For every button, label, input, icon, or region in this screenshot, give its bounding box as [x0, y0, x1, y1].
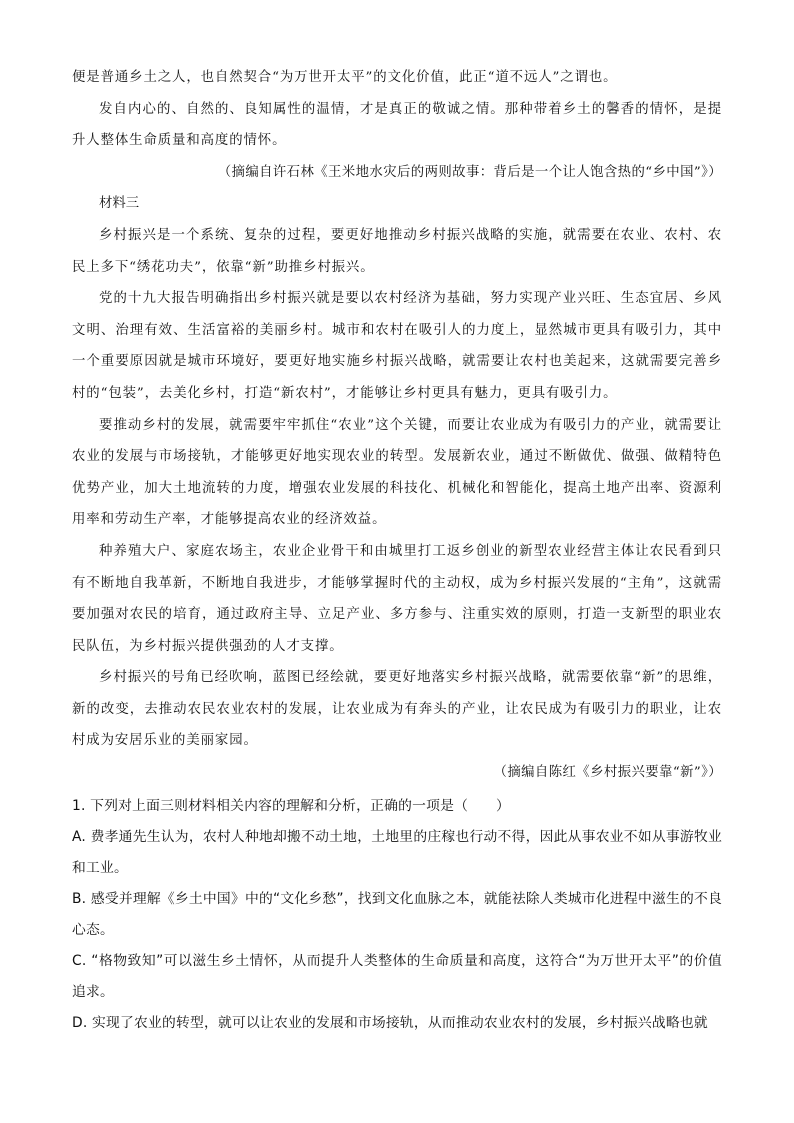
material3-paragraph-5: 乡村振兴的号角已经吹响，蓝图已经绘就，要更好地落实乡村振兴战略，就需要依靠“新”的思维，新的改变，去推动农民农业农村的发展，让农业成为有奔头的产业，让农民成为有吸引力的职业，让农村成为安居乐业的美丽家园。	[72, 670, 722, 749]
question-1-stem: 1. 下列对上面三则材料相关内容的理解和分析，正确的一项是（ ）	[72, 797, 511, 814]
question-1-option-d: D. 实现了农业的转型，就可以让农业的发展和市场接轨，从而推动农业农村的发展，乡村振兴战略也就	[72, 1014, 708, 1031]
material3-source-citation: （摘编自陈红《乡村振兴要靠“新”》）	[493, 765, 722, 781]
question-1-option-a: A. 费孝通先生认为，农村人种地却搬不动土地，土地里的庄稼也行动不得，因此从事农业不如从事游牧业和工业。	[72, 828, 722, 876]
question-1-option-b: B. 感受并理解《乡土中国》中的“文化乡愁”，找到文化血脉之本，就能祛除人类城市化进程中滋生的不良心态。	[72, 890, 722, 938]
material2-source-citation: （摘编自许石林《王米地水灾后的两则故事：背后是一个让人饱含热的“乡中国”》）	[217, 164, 722, 180]
question-1-option-c: C. “格物致知”可以滋生乡土情怀，从而提升人类整体的生命质量和高度，这符合“为万世开太平”的价值追求。	[72, 952, 722, 1000]
material3-paragraph-2: 党的十九大报告明确指出乡村振兴就是要以农村经济为基础，努力实现产业兴旺、生态宜居、乡风文明、治理有效、生活富裕的美丽乡村。城市和农村在吸引人的力度上，显然城市更具有吸引力，其中一个重要原因就是城市环境好，要更好地实施乡村振兴战略，就需要让农村也美起来，这就需要完善乡村的“包装”，去美化乡村，打造“新农村”，才能够让乡村更具有魅力，更具有吸引力。	[72, 291, 722, 401]
material3-paragraph-4: 种养殖大户、家庭农场主，农业企业骨干和由城里打工返乡创业的新型农业经营主体让农民看到只有不断地自我革新，不断地自我进步，才能够掌握时代的主动权，成为乡村振兴发展的“主角”，这就需要加强对农民的培育，通过政府主导、立足产业、多方参与、注重实效的原则，打造一支新型的职业农民队伍，为乡村振兴提供强劲的人才支撑。	[72, 543, 722, 654]
material3-paragraph-1: 乡村振兴是一个系统、复杂的过程，要更好地推动乡村振兴战略的实施，就需要在农业、农村、农民上多下“绣花功夫”，依靠“新”助推乡村振兴。	[72, 227, 722, 275]
material3-heading: 材料三	[99, 196, 140, 212]
material2-tail-paragraph-2: 发自内心的、自然的、良知属性的温情，才是真正的敬诚之情。那种带着乡土的馨香的情怀，是提升人整体生命质量和高度的情怀。	[72, 101, 722, 149]
material2-tail-paragraph-1: 便是普通乡土之人，也自然契合“为万世开太平”的文化价值，此正“道不远人”之谓也。	[72, 70, 618, 85]
material3-paragraph-3: 要推动乡村的发展，就需要牢牢抓住“农业”这个关键，而要让农业成为有吸引力的产业，就需要让农业的发展与市场接轨，才能够更好地实现农业的转型。发展新农业，通过不断做优、做强、做精特色优势产业，加大土地流转的力度，增强农业发展的科技化、机械化和智能化，提高土地产出率、资源利用率和劳动生产率，才能够提高农业的经济效益。	[72, 417, 722, 528]
page-content	[72, 62, 722, 1039]
